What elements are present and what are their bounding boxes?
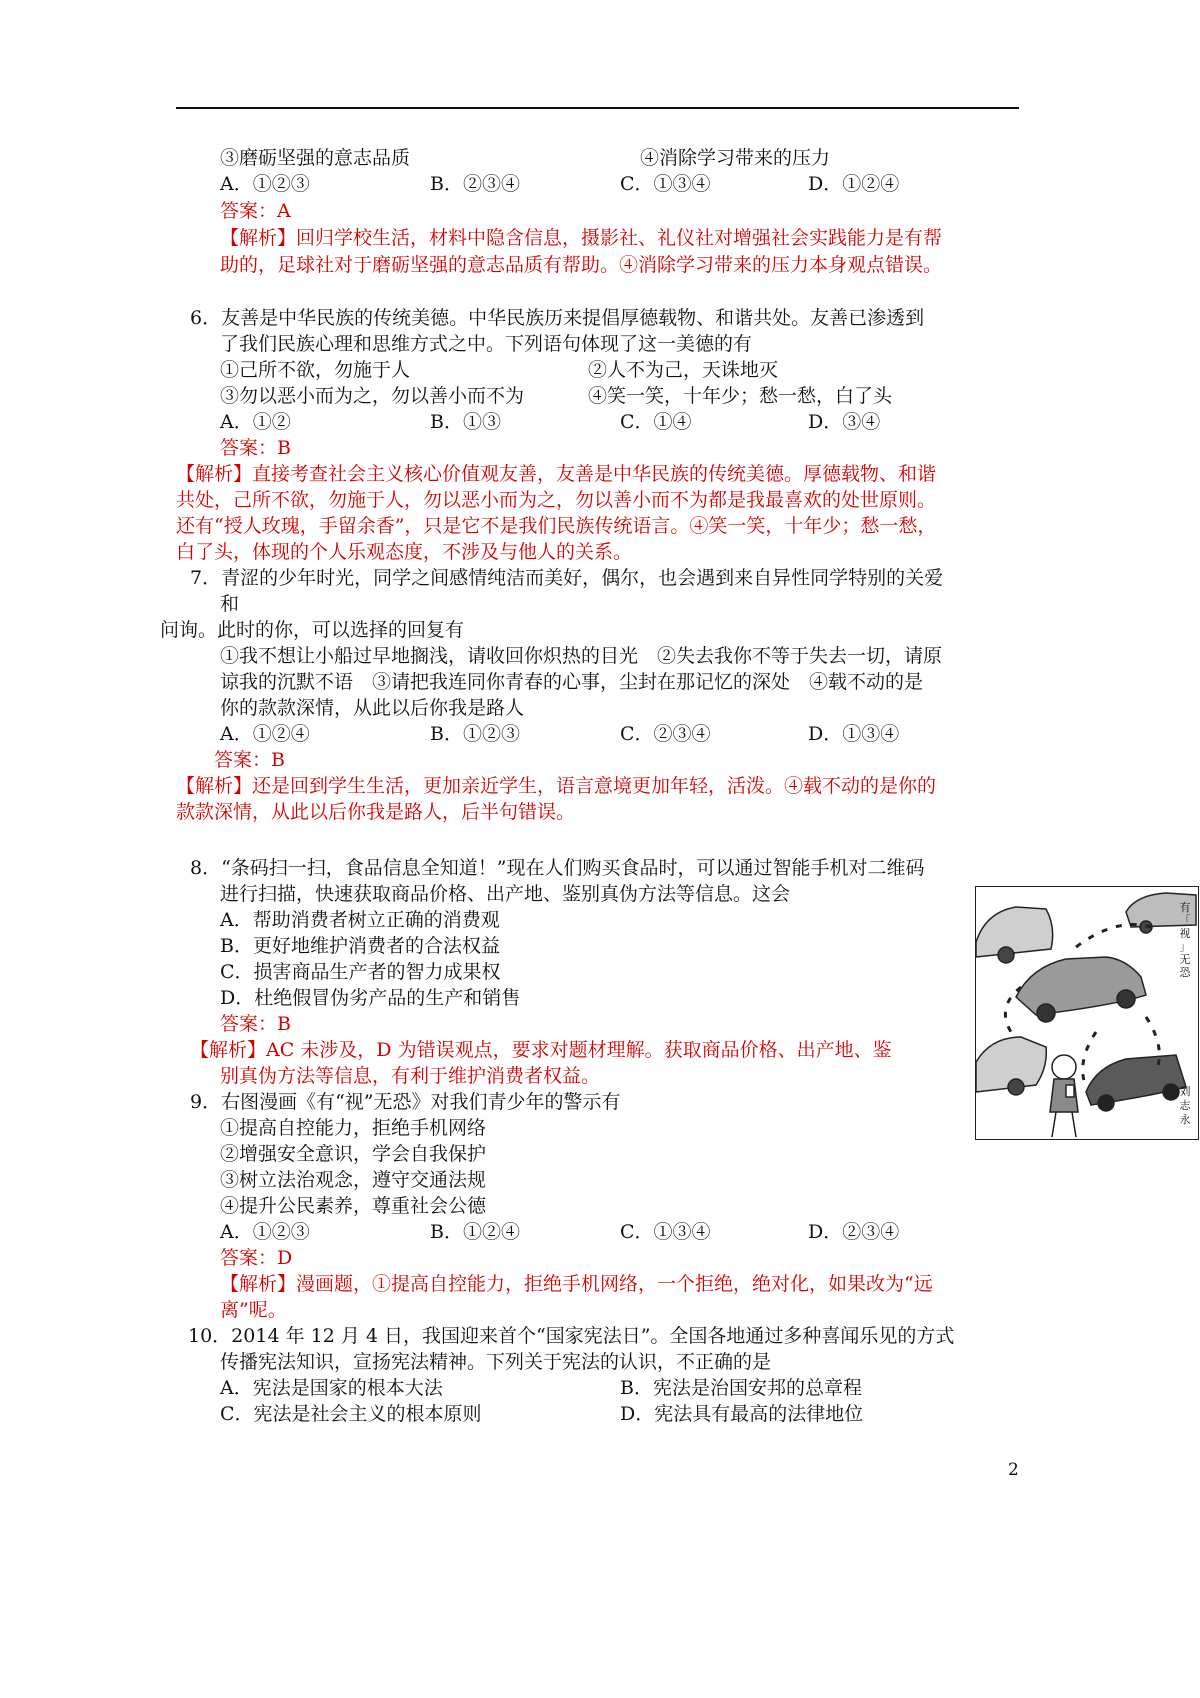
q6-answer: 答案：B xyxy=(220,437,291,459)
car-icon xyxy=(976,1037,1046,1095)
q6-choice-a: A．①② xyxy=(220,411,291,433)
q6-analysis-line: 还有“授人玫瑰，手留余香”，只是它不是我们民族传统语言。④笑一笑，十年少；愁一愁， xyxy=(176,515,937,537)
q7-stem: 7．青涩的少年时光，同学之间感情纯洁而美好，偶尔，也会遇到来自异性同学特别的关爱 xyxy=(190,567,944,589)
q5-choice-b: B．②③④ xyxy=(430,173,520,195)
q6-stem: 了我们民族心理和思维方式之中。下列语句体现了这一美德的有 xyxy=(220,333,753,355)
q6-option-3: ③勿以恶小而为之，勿以善小而不为 xyxy=(220,385,525,407)
cartoon-drawing xyxy=(976,887,1198,1139)
q8-stem: 8．“条码扫一扫，食品信息全知道！”现在人们购买食品时，可以通过智能手机对二维码 xyxy=(190,857,925,879)
q6-choice-d: D．③④ xyxy=(808,411,881,433)
page-number: 2 xyxy=(1008,1460,1019,1480)
cartoon-title-char: 有 xyxy=(1179,901,1191,914)
q6-option-2: ②人不为己，天诛地灭 xyxy=(588,359,779,381)
q7-choice-a: A．①②④ xyxy=(220,723,310,745)
q6-choice-c: C．①④ xyxy=(620,411,692,433)
q10-stem: 传播宪法知识，宣扬宪法精神。下列关于宪法的认识，不正确的是 xyxy=(220,1351,772,1373)
q9-option-2: ②增强安全意识，学会自我保护 xyxy=(220,1143,487,1165)
q7-stem: 问询。此时的你，可以选择的回复有 xyxy=(160,619,465,641)
q9-option-4: ④提升公民素养，尊重社会公德 xyxy=(220,1195,487,1217)
q7-analysis-line: 【解析】还是回到学生生活，更加亲近学生，语言意境更加年轻，活泼。④载不动的是你的 xyxy=(176,775,937,797)
q8-analysis-line: 【解析】AC 未涉及，D 为错误观点，要求对题材理解。获取商品价格、出产地、鉴 xyxy=(190,1039,892,1061)
q7-choice-c: C．②③④ xyxy=(620,723,711,745)
q5-choice-a: A．①②③ xyxy=(220,173,310,195)
q9-option-3: ③树立法治观念，遵守交通法规 xyxy=(220,1169,487,1191)
q5-choice-d: D．①②④ xyxy=(808,173,900,195)
q9-answer: 答案：D xyxy=(220,1247,293,1269)
q8-option-b: B．更好地维护消费者的合法权益 xyxy=(220,935,500,957)
q5-analysis-line: 助的，足球社对于磨砺坚强的意志品质有帮助。④消除学习带来的压力本身观点错误。 xyxy=(220,254,943,276)
cartoon-author xyxy=(1176,1085,1194,1127)
q6-option-4: ④笑一笑，十年少；愁一愁，白了头 xyxy=(588,385,893,407)
q10-option-d: D．宪法具有最高的法律地位 xyxy=(620,1403,864,1425)
q6-stem: 6．友善是中华民族的传统美德。中华民族历来提倡厚德载物、和谐共处。友善已渗透到 xyxy=(190,307,925,329)
q6-choice-b: B．①③ xyxy=(430,411,501,433)
q9-analysis-line: 离”呢。 xyxy=(220,1299,287,1321)
cartoon-title-char: 视 xyxy=(1179,927,1191,940)
q8-option-d: D．杜绝假冒伪劣产品的生产和销售 xyxy=(220,987,521,1009)
q8-answer: 答案：B xyxy=(220,1013,291,1035)
cartoon-title-char: 无 xyxy=(1179,953,1191,966)
q7-choice-d: D．①③④ xyxy=(808,723,900,745)
q9-stem: 9．右图漫画《有“视”无恐》对我们青少年的警示有 xyxy=(190,1091,621,1113)
q9-choice-d: D．②③④ xyxy=(808,1221,900,1243)
q8-option-c: C．损害商品生产者的智力成果权 xyxy=(220,961,501,983)
q9-choice-a: A．①②③ xyxy=(220,1221,310,1243)
q7-answer: 答案：B xyxy=(214,749,285,771)
q10-option-b: B．宪法是治国安邦的总章程 xyxy=(620,1377,862,1399)
q5-answer: 答案：A xyxy=(220,200,291,222)
q6-option-1: ①己所不欲，勿施于人 xyxy=(220,359,411,381)
cartoon-illustration xyxy=(975,886,1199,1140)
q9-choice-c: C．①③④ xyxy=(620,1221,711,1243)
q9-option-1: ①提高自控能力，拒绝手机网络 xyxy=(220,1117,487,1139)
car-icon xyxy=(976,907,1053,963)
cartoon-author-char: 刘 xyxy=(1179,1085,1191,1098)
cartoon-author-char: 永 xyxy=(1179,1113,1191,1126)
q5-choice-c: C．①③④ xyxy=(620,173,711,195)
q10-option-c: C．宪法是社会主义的根本原则 xyxy=(220,1403,482,1425)
q7-option-line: 你的款款深情，从此以后你我是路人 xyxy=(220,697,525,719)
q6-analysis-line: 共处，己所不欲，勿施于人，勿以恶小而为之，勿以善小而不为都是我最喜欢的处世原则。 xyxy=(176,489,937,511)
q5-option-4: ④消除学习带来的压力 xyxy=(640,147,831,169)
q7-choice-b: B．①②③ xyxy=(430,723,520,745)
q7-option-line: 谅我的沉默不语 ③请把我连同你青春的心事，尘封在那记忆的深处 ④载不动的是 xyxy=(220,671,924,693)
q8-stem: 进行扫描，快速获取商品价格、出产地、鉴别真伪方法等信息。这会 xyxy=(220,883,791,905)
header-rule xyxy=(176,107,1019,109)
cartoon-title-char: 恐 xyxy=(1179,966,1191,979)
q10-option-a: A．宪法是国家的根本大法 xyxy=(220,1377,443,1399)
q5-option-3: ③磨砺坚强的意志品质 xyxy=(220,147,411,169)
q7-analysis-line: 款款深情，从此以后你我是路人，后半句错误。 xyxy=(176,801,576,823)
cartoon-title-char: 「 xyxy=(1179,914,1191,927)
q6-analysis-line: 白了头，体现的个人乐观态度，不涉及与他人的关系。 xyxy=(176,541,633,563)
q8-option-a: A．帮助消费者树立正确的消费观 xyxy=(220,909,500,931)
q8-analysis-line: 别真伪方法等信息，有利于维护消费者权益。 xyxy=(220,1065,601,1087)
cartoon-title xyxy=(1176,901,1194,979)
q7-stem: 和 xyxy=(220,593,240,615)
cartoon-title-char: 」 xyxy=(1179,940,1191,953)
q6-analysis-line: 【解析】直接考查社会主义核心价值观友善，友善是中华民族的传统美德。厚德载物、和谐 xyxy=(176,463,937,485)
q9-analysis-line: 【解析】漫画题，①提高自控能力，拒绝手机网络，一个拒绝，绝对化，如果改为“远 xyxy=(220,1273,933,1295)
q5-analysis-line: 【解析】回归学校生活，材料中隐含信息，摄影社、礼仪社对增强社会实践能力是有帮 xyxy=(220,227,943,249)
q7-option-line: ①我不想让小船过早地搁浅，请收回你炽热的目光 ②失去我你不等于失去一切，请原 xyxy=(220,645,943,667)
q9-choice-b: B．①②④ xyxy=(430,1221,520,1243)
person-icon xyxy=(1050,1055,1078,1137)
car-icon xyxy=(1086,1055,1186,1111)
cartoon-author-char: 志 xyxy=(1179,1099,1191,1112)
q10-stem: 10．2014 年 12 月 4 日，我国迎来首个“国家宪法日”。全国各地通过多种喜闻乐见的方式 xyxy=(188,1325,955,1347)
car-icon xyxy=(1016,957,1146,1022)
